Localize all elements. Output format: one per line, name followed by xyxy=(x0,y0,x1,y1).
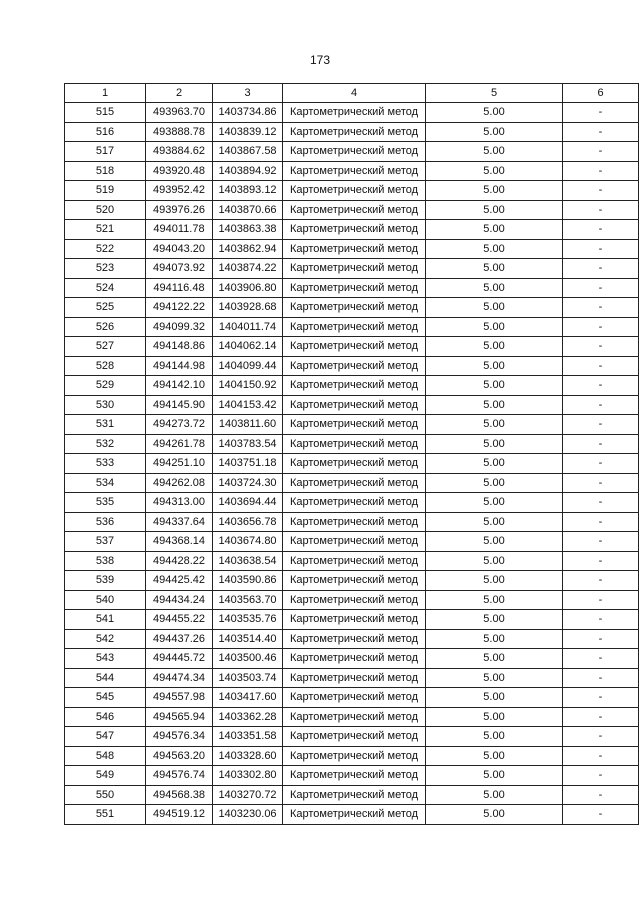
x-coordinate-cell: 494148.86 xyxy=(146,337,213,357)
coordinates-table xyxy=(64,83,639,825)
accuracy-cell: 5.00 xyxy=(426,376,563,396)
point-number-cell: 524 xyxy=(65,278,146,298)
accuracy-cell: 5.00 xyxy=(426,493,563,513)
x-coordinate-cell: 494099.32 xyxy=(146,317,213,337)
y-coordinate-cell: 1404153.42 xyxy=(213,395,283,415)
point-number-cell: 522 xyxy=(65,239,146,259)
point-number-cell: 550 xyxy=(65,785,146,805)
note-cell: - xyxy=(563,278,639,298)
page-number: 173 xyxy=(309,53,331,67)
table-row xyxy=(65,532,639,552)
note-cell: - xyxy=(563,532,639,552)
method-cell: Картометрический метод xyxy=(283,668,426,688)
y-coordinate-cell: 1403590.86 xyxy=(213,571,283,591)
y-coordinate-cell: 1404062.14 xyxy=(213,337,283,357)
table-row xyxy=(65,122,639,142)
note-cell: - xyxy=(563,629,639,649)
accuracy-cell: 5.00 xyxy=(426,415,563,435)
point-number-cell: 533 xyxy=(65,454,146,474)
method-cell: Картометрический метод xyxy=(283,142,426,162)
x-coordinate-cell: 494261.78 xyxy=(146,434,213,454)
y-coordinate-cell: 1403503.74 xyxy=(213,668,283,688)
x-coordinate-cell: 494313.00 xyxy=(146,493,213,513)
y-coordinate-cell: 1403906.80 xyxy=(213,278,283,298)
note-cell: - xyxy=(563,512,639,532)
note-cell: - xyxy=(563,220,639,240)
table-row xyxy=(65,629,639,649)
y-coordinate-cell: 1403928.68 xyxy=(213,298,283,318)
table-row xyxy=(65,434,639,454)
x-coordinate-cell: 494437.26 xyxy=(146,629,213,649)
method-cell: Картометрический метод xyxy=(283,434,426,454)
table-row xyxy=(65,551,639,571)
y-coordinate-cell: 1403638.54 xyxy=(213,551,283,571)
note-cell: - xyxy=(563,551,639,571)
accuracy-cell: 5.00 xyxy=(426,473,563,493)
method-cell: Картометрический метод xyxy=(283,532,426,552)
accuracy-cell: 5.00 xyxy=(426,161,563,181)
x-coordinate-cell: 493884.62 xyxy=(146,142,213,162)
point-number-cell: 521 xyxy=(65,220,146,240)
y-coordinate-cell: 1403893.12 xyxy=(213,181,283,201)
point-number-cell: 529 xyxy=(65,376,146,396)
accuracy-cell: 5.00 xyxy=(426,590,563,610)
x-coordinate-cell: 494145.90 xyxy=(146,395,213,415)
x-coordinate-cell: 494144.98 xyxy=(146,356,213,376)
point-number-cell: 516 xyxy=(65,122,146,142)
table-row xyxy=(65,103,639,123)
x-coordinate-cell: 494251.10 xyxy=(146,454,213,474)
table-row xyxy=(65,688,639,708)
table-row xyxy=(65,727,639,747)
x-coordinate-cell: 494011.78 xyxy=(146,220,213,240)
method-cell: Картометрический метод xyxy=(283,707,426,727)
point-number-cell: 518 xyxy=(65,161,146,181)
x-coordinate-cell: 493952.42 xyxy=(146,181,213,201)
accuracy-cell: 5.00 xyxy=(426,200,563,220)
y-coordinate-cell: 1403734.86 xyxy=(213,103,283,123)
accuracy-cell: 5.00 xyxy=(426,220,563,240)
y-coordinate-cell: 1404099.44 xyxy=(213,356,283,376)
method-cell: Картометрический метод xyxy=(283,200,426,220)
note-cell: - xyxy=(563,356,639,376)
y-coordinate-cell: 1404150.92 xyxy=(213,376,283,396)
y-coordinate-cell: 1404011.74 xyxy=(213,317,283,337)
table-row xyxy=(65,707,639,727)
y-coordinate-cell: 1403500.46 xyxy=(213,649,283,669)
table-row xyxy=(65,239,639,259)
column-header-1: 1 xyxy=(65,84,146,103)
accuracy-cell: 5.00 xyxy=(426,746,563,766)
column-header-2: 2 xyxy=(146,84,213,103)
x-coordinate-cell: 494455.22 xyxy=(146,610,213,630)
x-coordinate-cell: 493976.26 xyxy=(146,200,213,220)
accuracy-cell: 5.00 xyxy=(426,181,563,201)
x-coordinate-cell: 494337.64 xyxy=(146,512,213,532)
x-coordinate-cell: 494568.38 xyxy=(146,785,213,805)
y-coordinate-cell: 1403839.12 xyxy=(213,122,283,142)
x-coordinate-cell: 494142.10 xyxy=(146,376,213,396)
y-coordinate-cell: 1403362.28 xyxy=(213,707,283,727)
note-cell: - xyxy=(563,610,639,630)
method-cell: Картометрический метод xyxy=(283,551,426,571)
point-number-cell: 541 xyxy=(65,610,146,630)
note-cell: - xyxy=(563,454,639,474)
point-number-cell: 536 xyxy=(65,512,146,532)
point-number-cell: 532 xyxy=(65,434,146,454)
table-row xyxy=(65,298,639,318)
y-coordinate-cell: 1403535.76 xyxy=(213,610,283,630)
x-coordinate-cell: 494073.92 xyxy=(146,259,213,279)
table-row xyxy=(65,571,639,591)
y-coordinate-cell: 1403230.06 xyxy=(213,805,283,825)
y-coordinate-cell: 1403328.60 xyxy=(213,746,283,766)
point-number-cell: 545 xyxy=(65,688,146,708)
point-number-cell: 534 xyxy=(65,473,146,493)
method-cell: Картометрический метод xyxy=(283,454,426,474)
accuracy-cell: 5.00 xyxy=(426,317,563,337)
accuracy-cell: 5.00 xyxy=(426,688,563,708)
accuracy-cell: 5.00 xyxy=(426,707,563,727)
table-row xyxy=(65,590,639,610)
method-cell: Картометрический метод xyxy=(283,337,426,357)
y-coordinate-cell: 1403874.22 xyxy=(213,259,283,279)
x-coordinate-cell: 494434.24 xyxy=(146,590,213,610)
point-number-cell: 527 xyxy=(65,337,146,357)
table-row xyxy=(65,220,639,240)
point-number-cell: 546 xyxy=(65,707,146,727)
method-cell: Картометрический метод xyxy=(283,376,426,396)
method-cell: Картометрический метод xyxy=(283,239,426,259)
note-cell: - xyxy=(563,259,639,279)
method-cell: Картометрический метод xyxy=(283,395,426,415)
method-cell: Картометрический метод xyxy=(283,785,426,805)
note-cell: - xyxy=(563,239,639,259)
note-cell: - xyxy=(563,298,639,318)
accuracy-cell: 5.00 xyxy=(426,454,563,474)
accuracy-cell: 5.00 xyxy=(426,259,563,279)
note-cell: - xyxy=(563,317,639,337)
note-cell: - xyxy=(563,161,639,181)
y-coordinate-cell: 1403894.92 xyxy=(213,161,283,181)
accuracy-cell: 5.00 xyxy=(426,805,563,825)
point-number-cell: 548 xyxy=(65,746,146,766)
x-coordinate-cell: 494122.22 xyxy=(146,298,213,318)
note-cell: - xyxy=(563,337,639,357)
y-coordinate-cell: 1403867.58 xyxy=(213,142,283,162)
note-cell: - xyxy=(563,727,639,747)
method-cell: Картометрический метод xyxy=(283,688,426,708)
accuracy-cell: 5.00 xyxy=(426,434,563,454)
point-number-cell: 543 xyxy=(65,649,146,669)
accuracy-cell: 5.00 xyxy=(426,356,563,376)
accuracy-cell: 5.00 xyxy=(426,610,563,630)
y-coordinate-cell: 1403811.60 xyxy=(213,415,283,435)
accuracy-cell: 5.00 xyxy=(426,103,563,123)
note-cell: - xyxy=(563,649,639,669)
x-coordinate-cell: 493963.70 xyxy=(146,103,213,123)
y-coordinate-cell: 1403674.80 xyxy=(213,532,283,552)
table-row xyxy=(65,395,639,415)
note-cell: - xyxy=(563,142,639,162)
point-number-cell: 547 xyxy=(65,727,146,747)
accuracy-cell: 5.00 xyxy=(426,571,563,591)
y-coordinate-cell: 1403656.78 xyxy=(213,512,283,532)
point-number-cell: 549 xyxy=(65,766,146,786)
y-coordinate-cell: 1403302.80 xyxy=(213,766,283,786)
y-coordinate-cell: 1403862.94 xyxy=(213,239,283,259)
method-cell: Картометрический метод xyxy=(283,473,426,493)
y-coordinate-cell: 1403870.66 xyxy=(213,200,283,220)
method-cell: Картометрический метод xyxy=(283,259,426,279)
note-cell: - xyxy=(563,746,639,766)
table-row xyxy=(65,376,639,396)
point-number-cell: 544 xyxy=(65,668,146,688)
method-cell: Картометрический метод xyxy=(283,571,426,591)
x-coordinate-cell: 494576.34 xyxy=(146,727,213,747)
accuracy-cell: 5.00 xyxy=(426,337,563,357)
note-cell: - xyxy=(563,122,639,142)
method-cell: Картометрический метод xyxy=(283,298,426,318)
table-row xyxy=(65,610,639,630)
point-number-cell: 526 xyxy=(65,317,146,337)
point-number-cell: 530 xyxy=(65,395,146,415)
table-row xyxy=(65,317,639,337)
table-row xyxy=(65,493,639,513)
x-coordinate-cell: 494565.94 xyxy=(146,707,213,727)
x-coordinate-cell: 494474.34 xyxy=(146,668,213,688)
y-coordinate-cell: 1403270.72 xyxy=(213,785,283,805)
note-cell: - xyxy=(563,688,639,708)
y-coordinate-cell: 1403863.38 xyxy=(213,220,283,240)
note-cell: - xyxy=(563,493,639,513)
point-number-cell: 531 xyxy=(65,415,146,435)
table-row xyxy=(65,278,639,298)
point-number-cell: 520 xyxy=(65,200,146,220)
accuracy-cell: 5.00 xyxy=(426,239,563,259)
accuracy-cell: 5.00 xyxy=(426,551,563,571)
method-cell: Картометрический метод xyxy=(283,649,426,669)
x-coordinate-cell: 494519.12 xyxy=(146,805,213,825)
x-coordinate-cell: 494368.14 xyxy=(146,532,213,552)
accuracy-cell: 5.00 xyxy=(426,278,563,298)
table-row xyxy=(65,649,639,669)
y-coordinate-cell: 1403417.60 xyxy=(213,688,283,708)
method-cell: Картометрический метод xyxy=(283,220,426,240)
x-coordinate-cell: 494428.22 xyxy=(146,551,213,571)
table-header-row xyxy=(65,84,639,103)
note-cell: - xyxy=(563,103,639,123)
method-cell: Картометрический метод xyxy=(283,122,426,142)
note-cell: - xyxy=(563,434,639,454)
accuracy-cell: 5.00 xyxy=(426,629,563,649)
x-coordinate-cell: 494043.20 xyxy=(146,239,213,259)
note-cell: - xyxy=(563,473,639,493)
method-cell: Картометрический метод xyxy=(283,590,426,610)
method-cell: Картометрический метод xyxy=(283,629,426,649)
method-cell: Картометрический метод xyxy=(283,317,426,337)
note-cell: - xyxy=(563,181,639,201)
column-header-5: 5 xyxy=(426,84,563,103)
y-coordinate-cell: 1403724.30 xyxy=(213,473,283,493)
method-cell: Картометрический метод xyxy=(283,727,426,747)
point-number-cell: 525 xyxy=(65,298,146,318)
accuracy-cell: 5.00 xyxy=(426,532,563,552)
note-cell: - xyxy=(563,376,639,396)
method-cell: Картометрический метод xyxy=(283,181,426,201)
table-body xyxy=(65,103,639,825)
note-cell: - xyxy=(563,805,639,825)
table-row xyxy=(65,337,639,357)
point-number-cell: 540 xyxy=(65,590,146,610)
accuracy-cell: 5.00 xyxy=(426,766,563,786)
method-cell: Картометрический метод xyxy=(283,161,426,181)
note-cell: - xyxy=(563,766,639,786)
note-cell: - xyxy=(563,395,639,415)
table-row xyxy=(65,512,639,532)
y-coordinate-cell: 1403783.54 xyxy=(213,434,283,454)
point-number-cell: 539 xyxy=(65,571,146,591)
column-header-3: 3 xyxy=(213,84,283,103)
accuracy-cell: 5.00 xyxy=(426,785,563,805)
method-cell: Картометрический метод xyxy=(283,103,426,123)
accuracy-cell: 5.00 xyxy=(426,122,563,142)
accuracy-cell: 5.00 xyxy=(426,727,563,747)
method-cell: Картометрический метод xyxy=(283,415,426,435)
y-coordinate-cell: 1403751.18 xyxy=(213,454,283,474)
point-number-cell: 542 xyxy=(65,629,146,649)
point-number-cell: 538 xyxy=(65,551,146,571)
accuracy-cell: 5.00 xyxy=(426,142,563,162)
note-cell: - xyxy=(563,785,639,805)
note-cell: - xyxy=(563,415,639,435)
table-row xyxy=(65,785,639,805)
x-coordinate-cell: 493920.48 xyxy=(146,161,213,181)
note-cell: - xyxy=(563,571,639,591)
x-coordinate-cell: 494557.98 xyxy=(146,688,213,708)
y-coordinate-cell: 1403694.44 xyxy=(213,493,283,513)
x-coordinate-cell: 494576.74 xyxy=(146,766,213,786)
method-cell: Картометрический метод xyxy=(283,493,426,513)
point-number-cell: 551 xyxy=(65,805,146,825)
point-number-cell: 528 xyxy=(65,356,146,376)
x-coordinate-cell: 494445.72 xyxy=(146,649,213,669)
accuracy-cell: 5.00 xyxy=(426,298,563,318)
method-cell: Картометрический метод xyxy=(283,746,426,766)
note-cell: - xyxy=(563,590,639,610)
point-number-cell: 535 xyxy=(65,493,146,513)
accuracy-cell: 5.00 xyxy=(426,395,563,415)
x-coordinate-cell: 493888.78 xyxy=(146,122,213,142)
x-coordinate-cell: 494116.48 xyxy=(146,278,213,298)
point-number-cell: 515 xyxy=(65,103,146,123)
point-number-cell: 519 xyxy=(65,181,146,201)
column-header-6: 6 xyxy=(563,84,639,103)
note-cell: - xyxy=(563,707,639,727)
y-coordinate-cell: 1403563.70 xyxy=(213,590,283,610)
table-row xyxy=(65,668,639,688)
method-cell: Картометрический метод xyxy=(283,766,426,786)
x-coordinate-cell: 494563.20 xyxy=(146,746,213,766)
table-row xyxy=(65,454,639,474)
point-number-cell: 523 xyxy=(65,259,146,279)
method-cell: Картометрический метод xyxy=(283,278,426,298)
table-row xyxy=(65,746,639,766)
accuracy-cell: 5.00 xyxy=(426,512,563,532)
table-row xyxy=(65,142,639,162)
accuracy-cell: 5.00 xyxy=(426,668,563,688)
x-coordinate-cell: 494273.72 xyxy=(146,415,213,435)
x-coordinate-cell: 494262.08 xyxy=(146,473,213,493)
table-row xyxy=(65,805,639,825)
method-cell: Картометрический метод xyxy=(283,805,426,825)
y-coordinate-cell: 1403514.40 xyxy=(213,629,283,649)
point-number-cell: 537 xyxy=(65,532,146,552)
table-row xyxy=(65,181,639,201)
table-row xyxy=(65,259,639,279)
method-cell: Картометрический метод xyxy=(283,356,426,376)
method-cell: Картометрический метод xyxy=(283,512,426,532)
table-row xyxy=(65,356,639,376)
table-row xyxy=(65,415,639,435)
table-row xyxy=(65,766,639,786)
accuracy-cell: 5.00 xyxy=(426,649,563,669)
table-row xyxy=(65,473,639,493)
note-cell: - xyxy=(563,668,639,688)
method-cell: Картометрический метод xyxy=(283,610,426,630)
table-row xyxy=(65,200,639,220)
x-coordinate-cell: 494425.42 xyxy=(146,571,213,591)
point-number-cell: 517 xyxy=(65,142,146,162)
y-coordinate-cell: 1403351.58 xyxy=(213,727,283,747)
column-header-4: 4 xyxy=(283,84,426,103)
note-cell: - xyxy=(563,200,639,220)
table-row xyxy=(65,161,639,181)
